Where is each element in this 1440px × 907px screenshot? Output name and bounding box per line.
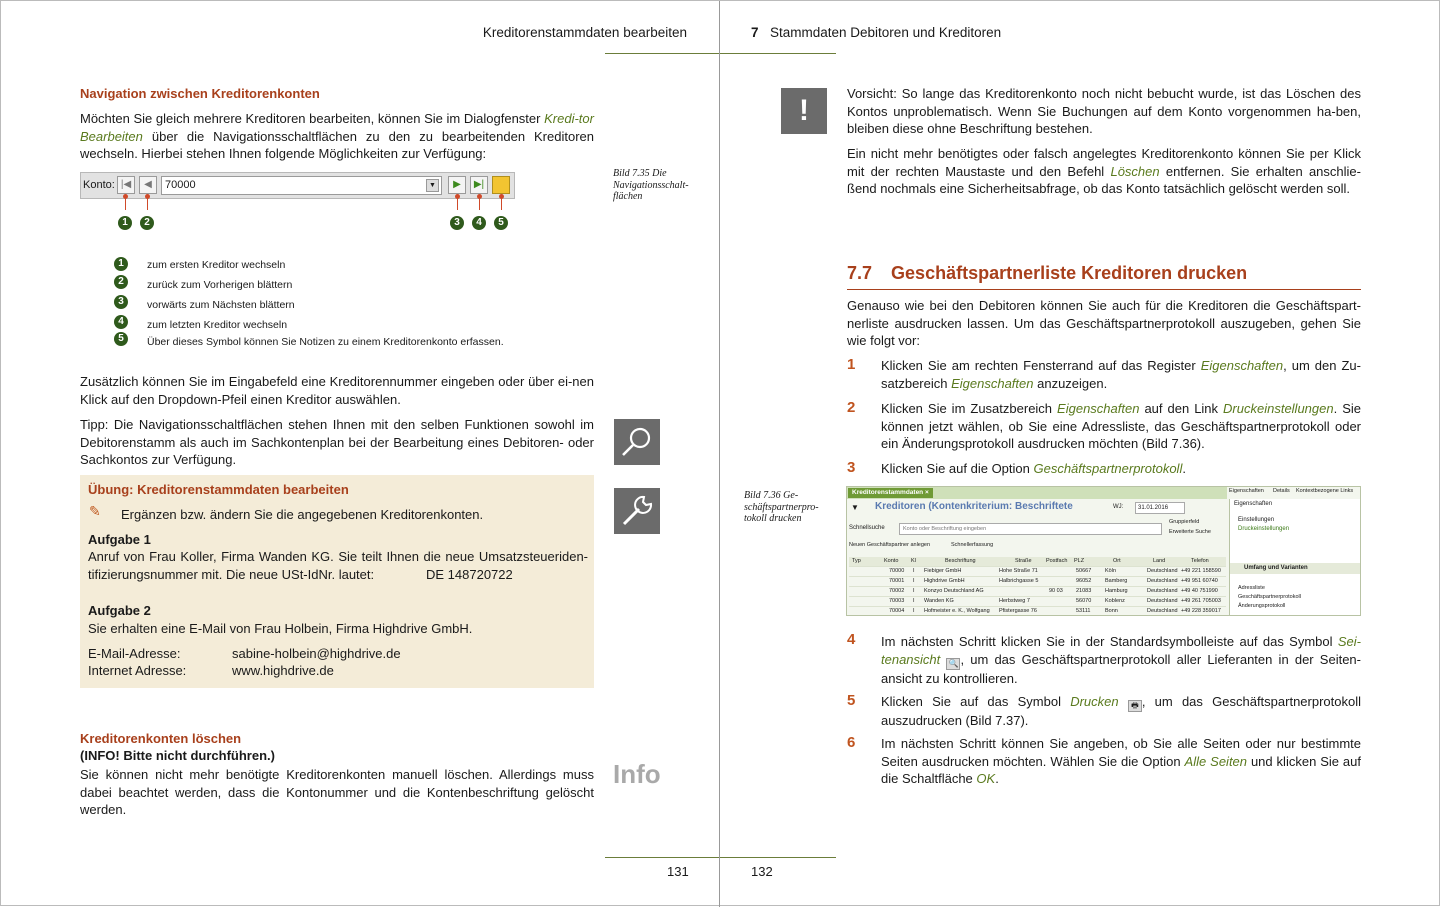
chk-ext: Erweiterte Suche bbox=[1169, 529, 1211, 535]
warning-icon: ! bbox=[781, 88, 827, 134]
chk-group: Gruppierfeld bbox=[1169, 519, 1200, 525]
step-1-number: 1 bbox=[847, 356, 856, 373]
page-view-icon: 🔍 bbox=[946, 658, 960, 670]
step-5-b bbox=[1119, 694, 1128, 709]
pointer-dot-2 bbox=[145, 194, 150, 199]
cell: Deutschland bbox=[1147, 608, 1178, 614]
info-label: Info bbox=[613, 759, 661, 789]
cell: Deutschland bbox=[1147, 588, 1178, 594]
cell: Koblenz bbox=[1105, 598, 1125, 604]
cell: 96052 bbox=[1076, 578, 1092, 584]
previous-record-button[interactable]: ◀ bbox=[139, 176, 157, 194]
grid-header-row bbox=[849, 557, 1226, 567]
grid-header: Beschriftung bbox=[945, 558, 976, 564]
side-link-print: Druckeinstellungen bbox=[1238, 526, 1290, 532]
callout-number-2: 2 bbox=[140, 216, 154, 230]
search-input: Konto oder Beschriftung eingeben bbox=[899, 523, 1162, 535]
pointer-dot-1 bbox=[123, 194, 128, 199]
left-head-rule bbox=[605, 53, 719, 54]
filter-icon: ▼ bbox=[851, 503, 859, 512]
exercise-intro: Ergänzen bzw. ändern Sie die angegebenen Kreditorenkonten. bbox=[121, 507, 484, 522]
legend-text-4: zum letzten Kreditor wechseln bbox=[147, 319, 288, 331]
section-title: Geschäftspartnerliste Kreditoren drucken bbox=[891, 263, 1248, 283]
step-1-b: , um den Zu-satzbereich bbox=[881, 358, 1361, 391]
step-3-number: 3 bbox=[847, 459, 856, 476]
note-icon[interactable] bbox=[492, 176, 510, 194]
radio-option: Änderungsprotokoll bbox=[1238, 603, 1286, 609]
callout-number-5: 5 bbox=[494, 216, 508, 230]
screenshot-tab: Kreditorenstammdaten × bbox=[848, 488, 933, 498]
caution-text: Vorsicht: So lange das Kreditorenkonto noch nicht bebucht wurde, ist das Löschen des Kontos unproblematisch. Wenn Sie Buchungen auf dem Konto vorgenommen ha-ben, bleiben diese ohne Beschriftung bestehen. bbox=[847, 86, 1361, 136]
konto-combo[interactable] bbox=[161, 176, 442, 195]
dropdown-paragraph: Zusätzlich können Sie im Eingabefeld eine Kreditorennummer eingeben oder über ei-nen Klick auf den Dropdown-Pfeil einen Kreditor auswählen. bbox=[80, 374, 594, 407]
step-2-link2: Druckeinstellungen bbox=[1223, 401, 1334, 416]
step-1-text bbox=[881, 357, 1361, 392]
cell: I bbox=[913, 598, 915, 604]
step-1-link1: Eigenschaften bbox=[1200, 358, 1284, 373]
cell: Fiebiger GmbH bbox=[924, 568, 962, 574]
step-5-a: Klicken Sie auf das Symbol bbox=[881, 694, 1071, 709]
delete-note: (INFO! Bitte nicht durchführen.) bbox=[80, 748, 275, 763]
task1-text: Anruf von Frau Koller, Firma Wanden KG. Sie teilt Ihnen die neue Umsatzsteueriden-tifizierungsnummer mit. Die neue USt-IdNr. lautet: bbox=[88, 549, 588, 582]
cell: 70003 bbox=[889, 598, 905, 604]
remove-text bbox=[847, 145, 1361, 198]
search-label: Schnellsuche bbox=[849, 525, 885, 531]
pointer-dot-5 bbox=[499, 194, 504, 199]
nav-intro-part2: über die Navigationsschaltflächen zu den zu bearbeitenden Kreditoren wechseln. Hierbei stehen Ihnen folgende Möglichkeiten zur Verfügung: bbox=[80, 128, 594, 161]
callout-number-4: 4 bbox=[472, 216, 486, 230]
table-row bbox=[849, 587, 1226, 597]
cell: 70004 bbox=[889, 608, 905, 614]
legend-text-2: zurück zum Vorherigen blättern bbox=[147, 279, 293, 291]
gutter-line bbox=[719, 1, 720, 907]
magnifier-icon bbox=[614, 419, 660, 465]
chapter-number: 7 bbox=[751, 25, 759, 40]
cell: Deutschland bbox=[1147, 598, 1178, 604]
grid-header: Postfach bbox=[1046, 558, 1068, 564]
grid-header: Straße bbox=[1015, 558, 1032, 564]
step-6-link1: Alle Seiten bbox=[1184, 753, 1248, 769]
legend-number-2: 2 bbox=[114, 275, 128, 289]
step-3-text bbox=[881, 460, 1361, 478]
step-2-a: Klicken Sie im Zusatzbereich bbox=[881, 401, 1058, 416]
right-head-rule bbox=[720, 53, 836, 54]
wj-value: 31.01.2016 bbox=[1135, 502, 1185, 514]
side-section: Eigenschaften bbox=[1234, 501, 1273, 507]
cell: +49 228 359017 bbox=[1181, 608, 1221, 614]
legend-text-1: zum ersten Kreditor wechseln bbox=[147, 259, 286, 271]
nav-heading: Navigation zwischen Kreditorenkonten bbox=[80, 86, 320, 101]
step-5-text bbox=[881, 693, 1361, 730]
step-5-number: 5 bbox=[847, 692, 856, 709]
cell: 53111 bbox=[1076, 608, 1091, 614]
radio-option: Geschäftspartnerprotokoll bbox=[1238, 594, 1301, 600]
pencil-icon: ✎ bbox=[89, 503, 101, 519]
step-4-number: 4 bbox=[847, 631, 856, 648]
side-group: Umfang und Varianten bbox=[1244, 565, 1308, 571]
figure-caption-7-35: Bild 7.35 Die Navigationsschalt-flächen bbox=[613, 168, 689, 202]
task2-text: Sie erhalten eine E-Mail von Frau Holbein, Firma Highdrive GmbH. bbox=[88, 621, 473, 636]
grid-header: Telefon bbox=[1191, 558, 1209, 564]
callout-number-1: 1 bbox=[118, 216, 132, 230]
step-6-b: und klicken Sie auf die Schaltfläche bbox=[881, 753, 1362, 786]
step-1-c: anzuzeigen. bbox=[1033, 375, 1108, 391]
step-6-number: 6 bbox=[847, 734, 856, 751]
step-1-a: Klicken Sie am rechten Fensterrand auf das Register bbox=[881, 358, 1201, 373]
cell: Herbstweg 7 bbox=[999, 598, 1030, 604]
tip-paragraph: Tipp: Die Navigationsschaltflächen stehen Ihnen mit den selben Funktionen sowohl im Debitorenstamm als auch im Sachkontenplan bei der Bearbeitung eines Debitoren- oder Sachkontos zur Verfügung. bbox=[80, 417, 594, 467]
grid-header: PLZ bbox=[1074, 558, 1085, 564]
left-running-head: Kreditorenstammdaten bearbeiten bbox=[482, 25, 687, 40]
section-intro: Genauso wie bei den Debitoren können Sie auch für die Kreditoren die Geschäftspart-nerliste ausdrucken lassen. Um das Geschäftspartnerprotokoll auszugeben, gehen Sie wie folgt vor: bbox=[847, 298, 1361, 348]
radio-option: Adressliste bbox=[1238, 585, 1265, 591]
exercise-heading: Übung: Kreditorenstammdaten bearbeiten bbox=[88, 482, 349, 497]
cell: Hofmeister e. K., Wolfgang bbox=[924, 608, 990, 614]
screenshot-tabbar bbox=[847, 487, 1227, 499]
step-6-text bbox=[881, 735, 1361, 788]
cell: 70001 bbox=[889, 578, 905, 584]
task1-value: DE 148720722 bbox=[426, 567, 513, 582]
cell: Highdrive GmbH bbox=[924, 578, 965, 584]
right-running-head: Stammdaten Debitoren und Kreditoren bbox=[770, 25, 1002, 40]
cell: Pfistergasse 76 bbox=[999, 608, 1037, 614]
konto-value: 70000 bbox=[165, 179, 196, 191]
step-3-link1: Geschäftspartnerprotokoll bbox=[1033, 461, 1183, 476]
table-row bbox=[849, 567, 1226, 577]
step-2-link1: Eigenschaften bbox=[1057, 401, 1140, 416]
remove-text-part2: entfernen. Sie erhalten anschlie-ßend nochmals eine Sicherheitsabfrage, ob das Konto tatsächlich gelöscht werden soll. bbox=[847, 163, 1361, 196]
task2-title: Aufgabe 2 bbox=[88, 603, 151, 618]
email-label: E-Mail-Adresse: bbox=[88, 646, 181, 661]
table-row bbox=[849, 607, 1226, 616]
step-5-link1: Drucken bbox=[1070, 694, 1119, 709]
side-tab-properties: Eigenschaften bbox=[1229, 488, 1264, 494]
legend-number-3: 3 bbox=[114, 295, 128, 309]
cell: Köln bbox=[1105, 568, 1117, 574]
last-record-button[interactable]: ▶| bbox=[470, 176, 488, 194]
delete-heading: Kreditorenkonten löschen bbox=[80, 731, 242, 746]
side-tab-details: Details bbox=[1273, 488, 1290, 494]
right-foot-rule bbox=[720, 857, 836, 858]
printer-icon: 🖶 bbox=[1128, 700, 1142, 712]
left-page-number: 131 bbox=[667, 864, 689, 879]
right-page-number: 132 bbox=[751, 864, 773, 879]
cell: Deutschland bbox=[1147, 568, 1178, 574]
remove-text-part1: Ein nicht mehr benötigtes oder falsch angelegtes Kreditorenkonto können Sie per Klick mit der rechten Maustaste und den Befehl bbox=[847, 146, 1361, 179]
nav-intro-link: Kredi-tor Bearbeiten bbox=[80, 111, 594, 144]
cell: 70002 bbox=[889, 588, 905, 594]
step-2-text bbox=[881, 400, 1361, 453]
cell: 70000 bbox=[889, 568, 905, 574]
step-6-link2: OK bbox=[976, 771, 996, 786]
step-3-a: Klicken Sie auf die Option bbox=[881, 461, 1034, 476]
grid-header: Ort bbox=[1113, 558, 1121, 564]
cell: 56070 bbox=[1076, 598, 1092, 604]
quick-entry-button: Schnellerfassung bbox=[951, 542, 994, 548]
cell: 90 03 bbox=[1049, 588, 1063, 594]
side-link-settings: Einstellungen bbox=[1238, 517, 1275, 523]
step-6-c: . bbox=[995, 771, 999, 786]
legend-number-5: 5 bbox=[114, 332, 128, 346]
screenshot-grid bbox=[849, 557, 1226, 616]
remove-link: Löschen bbox=[1110, 163, 1160, 179]
first-record-button[interactable]: |◀ bbox=[117, 176, 135, 194]
cell: Deutschland bbox=[1147, 578, 1178, 584]
screenshot-title: Kreditoren (Kontenkriterium: Beschriftete bbox=[875, 501, 1073, 512]
section-heading bbox=[847, 263, 1247, 284]
pointer-dot-4 bbox=[477, 194, 482, 199]
grid-header: Konto bbox=[884, 558, 899, 564]
figure-caption-7-36: Bild 7.36 Ge-schäftspartnerpro-tokoll drucken bbox=[744, 490, 819, 524]
cell: Bamberg bbox=[1105, 578, 1128, 584]
grid-header: Kl bbox=[911, 558, 916, 564]
step-4-a: Im nächsten Schritt klicken Sie in der Standardsymbolleiste auf das Symbol bbox=[881, 634, 1338, 649]
grid-header: Typ bbox=[852, 558, 861, 564]
legend-text-5: Über dieses Symbol können Sie Notizen zu einem Kreditorenkonto erfassen. bbox=[147, 336, 504, 348]
cell: I bbox=[913, 578, 915, 584]
section-rule bbox=[847, 289, 1361, 290]
step-5-c: , um das Geschäftspartnerprotokoll auszudrucken (Bild 7.37). bbox=[881, 694, 1361, 728]
wrench-icon bbox=[614, 488, 660, 534]
cell: I bbox=[913, 588, 915, 594]
cell: Wanden KG bbox=[924, 598, 954, 604]
task1-title: Aufgabe 1 bbox=[88, 532, 151, 547]
left-foot-rule bbox=[605, 857, 719, 858]
cell: 21083 bbox=[1076, 588, 1092, 594]
web-value: www.highdrive.de bbox=[232, 663, 334, 678]
email-value: sabine-holbein@highdrive.de bbox=[232, 646, 401, 661]
wj-label: WJ: bbox=[1113, 504, 1124, 510]
step-4-link1: Sei-tenansicht bbox=[881, 634, 1361, 667]
konto-label: Konto: bbox=[83, 179, 115, 191]
cell: Halbrichgasse 5 bbox=[999, 578, 1039, 584]
legend-text-3: vorwärts zum Nächsten blättern bbox=[147, 299, 295, 311]
cell: I bbox=[913, 608, 915, 614]
exercise-box bbox=[80, 475, 594, 688]
pointer-dot-3 bbox=[455, 194, 460, 199]
cell: Hohe Straße 71 bbox=[999, 568, 1038, 574]
side-tab-links: Kontextbezogene Links bbox=[1296, 488, 1354, 494]
cell: 50667 bbox=[1076, 568, 1092, 574]
grid-header: Land bbox=[1153, 558, 1166, 564]
nav-intro bbox=[80, 110, 594, 163]
step-1-link2: Eigenschaften bbox=[951, 375, 1034, 391]
step-2-b: auf den Link bbox=[1139, 401, 1224, 416]
nav-intro-part1: Möchten Sie gleich mehrere Kreditoren bearbeiten, können Sie im Dialogfenster bbox=[80, 111, 541, 126]
cell: +49 221 158590 bbox=[1181, 568, 1221, 574]
table-row bbox=[849, 577, 1226, 587]
step-4-text bbox=[881, 633, 1361, 687]
legend-number-1: 1 bbox=[114, 257, 128, 271]
step-6-a: Im nächsten Schritt können Sie angeben, ob Sie alle Seiten oder nur bestimmte Seiten ausdrucken möchten. Wählen Sie die Option bbox=[881, 736, 1361, 769]
web-label: Internet Adresse: bbox=[88, 663, 187, 678]
new-partner-button: Neuen Geschäftspartner anlegen bbox=[849, 542, 931, 548]
dropdown-arrow-icon[interactable]: ▼ bbox=[426, 179, 439, 192]
cell: I bbox=[913, 568, 915, 574]
delete-text: Sie können nicht mehr benötigte Kreditorenkonten manuell löschen. Allerdings muss dabei beachtet werden, dass die Kontonummer und die Kontenbeschriftung gelöscht werden. bbox=[80, 767, 594, 817]
cell: +49 261 705003 bbox=[1181, 598, 1221, 604]
step-3-b: . bbox=[1182, 461, 1186, 476]
screenshot-side-panel bbox=[1229, 499, 1361, 616]
table-row bbox=[849, 597, 1226, 607]
step-4-c: , um das Geschäftspartnerprotokoll aller Lieferanten in der Seiten-ansicht zu kontrollieren. bbox=[881, 651, 1361, 686]
step-2-number: 2 bbox=[847, 399, 856, 416]
cell: +49 40 751990 bbox=[1181, 588, 1218, 594]
cell: +49 951 60740 bbox=[1181, 578, 1218, 584]
next-record-button[interactable]: ▶ bbox=[448, 176, 466, 194]
step-2-c: . Sie können jetzt wählen, ob Sie eine Adressliste, das Geschäftspartnerprotokoll oder ein Änderungsprotokoll ausdrucken möchten (Bild 7.36). bbox=[881, 401, 1362, 451]
legend-number-4: 4 bbox=[114, 315, 128, 329]
section-number: 7.7 bbox=[847, 263, 873, 283]
cell: Konzyo Deutschland AG bbox=[924, 588, 984, 594]
callout-number-3: 3 bbox=[450, 216, 464, 230]
cell: Bonn bbox=[1105, 608, 1118, 614]
kreditoren-screenshot bbox=[846, 486, 1361, 616]
cell: Hamburg bbox=[1105, 588, 1128, 594]
